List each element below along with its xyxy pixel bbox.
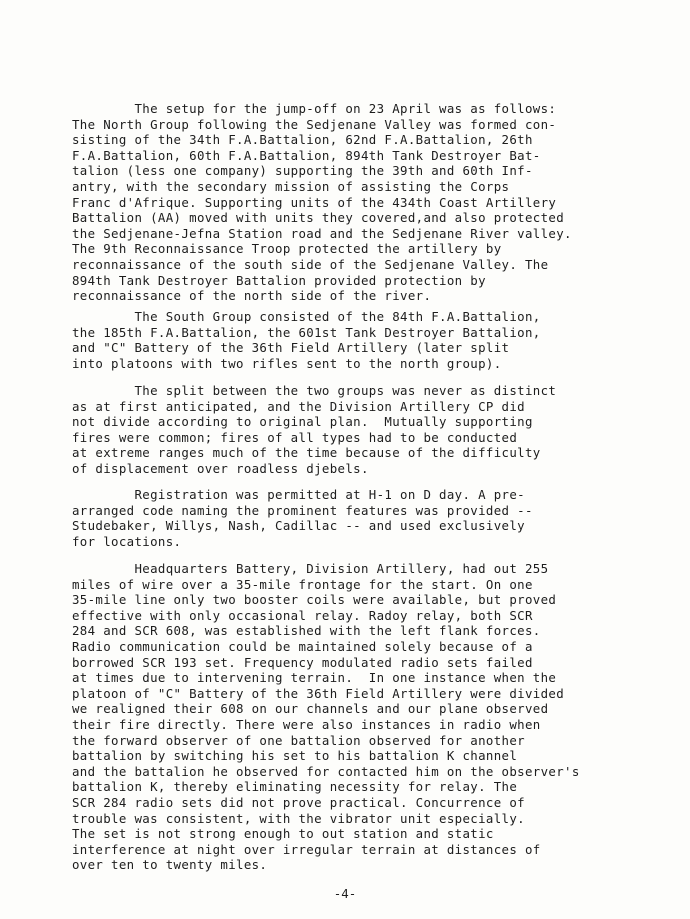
text-line: and the battalion he observed for contacted him on the observer's — [72, 763, 580, 779]
text-line: Radio communication could be maintained solely because of a — [72, 638, 533, 654]
text-line: the forward observer of one battalion observed for another — [72, 732, 525, 748]
text-line: 35-mile line only two booster coils were available, but proved — [72, 592, 557, 608]
text-line: 894th Tank Destroyer Battalion provided protection by — [72, 272, 486, 288]
text-line: Studebaker, Willys, Nash, Cadillac -- and used exclusively — [72, 518, 525, 534]
text-line: borrowed SCR 193 set. Frequency modulated radio sets failed — [72, 654, 533, 670]
text-line: reconnaissance of the north side of the river. — [72, 288, 432, 304]
text-line: The 9th Reconnaissance Troop protected the artillery by — [72, 241, 502, 257]
paragraph-north-group — [72, 101, 672, 304]
text-line: trouble was consistent, with the vibrator unit especially. — [72, 810, 525, 826]
paragraph-south-group — [72, 309, 672, 371]
text-line: miles of wire over a 35-mile frontage for the start. On one — [72, 576, 533, 592]
text-line: interference at night over irregular terrain at distances of — [72, 841, 541, 857]
text-line: Registration was permitted at H-1 on D day. A pre- — [72, 487, 525, 502]
text-line: fires were common; fires of all types had to be conducted — [72, 429, 518, 445]
text-line: F.A.Battalion, 60th F.A.Battalion, 894th Tank Destroyer Bat- — [72, 147, 541, 163]
text-line: The South Group consisted of the 84th F.A.Battalion, — [72, 309, 541, 324]
text-line: SCR 284 radio sets did not prove practical. Concurrence of — [72, 794, 525, 810]
text-line: talion (less one company) supporting the 39th and 60th Inf- — [72, 163, 533, 179]
text-line: the 185th F.A.Battalion, the 601st Tank Destroyer Battalion, — [72, 324, 541, 340]
page-number: -4- — [333, 886, 357, 901]
text-line: 284 and SCR 608, was established with the left flank forces. — [72, 623, 541, 639]
text-line: reconnaissance of the south side of the Sedjenane Valley. The — [72, 256, 549, 272]
text-line: arranged code naming the prominent features was provided -- — [72, 502, 533, 518]
paragraph-registration — [72, 487, 672, 549]
text-line: at extreme ranges much of the time because of the difficulty — [72, 445, 541, 461]
text-line: sisting of the 34th F.A.Battalion, 62nd F.A.Battalion, 26th — [72, 132, 533, 148]
text-line: platoon of "C" Battery of the 36th Field Artillery were divided — [72, 685, 565, 701]
text-line: for locations. — [72, 533, 182, 549]
text-line: battalion K, thereby eliminating necessity for relay. The — [72, 779, 518, 795]
text-line: The split between the two groups was never as distinct — [72, 383, 557, 398]
text-line: Headquarters Battery, Division Artillery, had out 255 — [72, 561, 549, 576]
text-line: not divide according to original plan. Mutually supporting — [72, 414, 533, 430]
text-line: we realigned their 608 on our channels and our plane observed — [72, 701, 549, 717]
text-line: Franc d'Afrique. Supporting units of the 434th Coast Artillery — [72, 194, 557, 210]
text-line: antry, with the secondary mission of assisting the Corps — [72, 178, 510, 194]
text-line: over ten to twenty miles. — [72, 857, 268, 873]
text-line: the Sedjenane-Jefna Station road and the Sedjenane River valley. — [72, 225, 572, 241]
text-line: The North Group following the Sedjenane Valley was formed con- — [72, 116, 557, 132]
text-line: and "C" Battery of the 36th Field Artillery (later split — [72, 340, 510, 356]
paragraph-split — [72, 383, 672, 477]
text-line: The setup for the jump-off on 23 April was as follows: — [72, 101, 557, 116]
paragraph-headquarters-battery — [72, 561, 672, 873]
text-line: at times due to intervening terrain. In one instance when the — [72, 670, 557, 686]
text-line: as at first anticipated, and the Division Artillery CP did — [72, 398, 525, 414]
text-line: their fire directly. There were also instances in radio when — [72, 716, 541, 732]
text-line: Battalion (AA) moved with units they covered,and also protected — [72, 210, 565, 226]
text-line: battalion by switching his set to his battalion K channel — [72, 748, 518, 764]
text-line: into platoons with two rifles sent to the north group). — [72, 355, 502, 371]
text-line: of displacement over roadless djebels. — [72, 460, 369, 476]
text-line: effective with only occasional relay. Radoy relay, both SCR — [72, 607, 533, 623]
text-line: The set is not strong enough to out station and static — [72, 826, 494, 842]
